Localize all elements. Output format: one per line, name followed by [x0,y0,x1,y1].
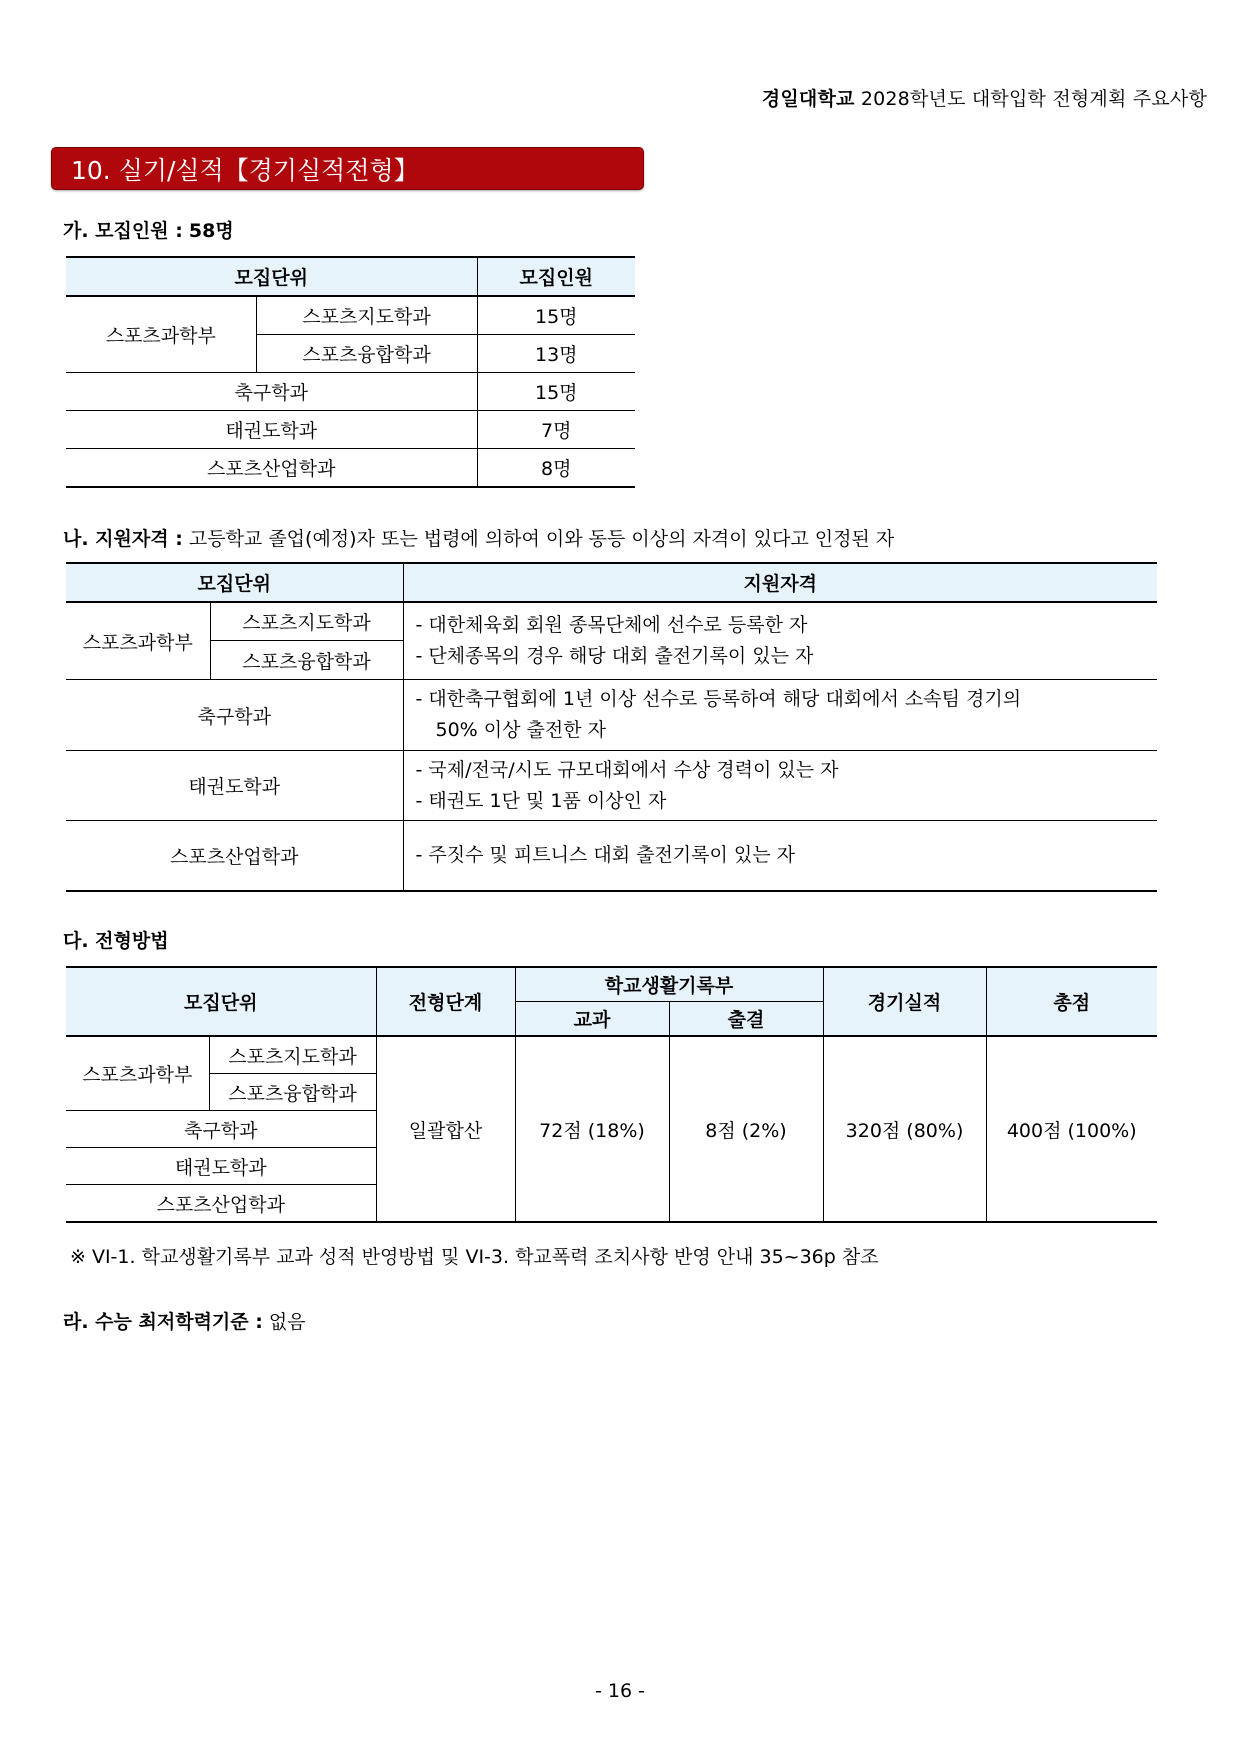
section-title-bar [51,147,644,190]
quota-unit: 태권도학과 [66,411,477,449]
method-col-attendance: 출결 [669,1002,823,1037]
method-col-performance: 경기실적 [823,967,986,1036]
method-unit: 스포츠지도학과 [209,1036,376,1074]
school-name: 경일대학교 [761,88,855,110]
heading-csat-value: 없음 [268,1311,306,1333]
quota-count: 7명 [477,411,635,449]
req-line: - 태권도 1단 및 1품 이상인 자 [415,789,667,812]
method-subject: 72점 (18%) [515,1036,669,1222]
req-line: - 단체종목의 경우 해당 대회 출전기록이 있는 자 [415,645,814,667]
heading-csat [63,1307,306,1334]
header-text: 2028학년도 대학입학 전형계획 주요사항 [860,88,1207,110]
req-line: - 대한체육회 회원 종목단체에 선수로 등록한 자 [415,614,808,636]
eligibility-unit: 축구학과 [66,680,403,751]
quota-col-unit: 모집단위 [66,257,477,296]
quota-col-count: 모집인원 [477,257,635,296]
quota-table [66,256,635,488]
quota-count: 15명 [477,296,635,335]
req-line: 50% 이상 출전한 자 [435,719,606,741]
section-title: 10. 실기/실적【경기실적전형】 [71,155,419,185]
quota-count: 13명 [477,335,635,373]
req-line: - 대한축구협회에 1년 이상 선수로 등록하여 해당 대회에서 소속팀 경기의 [415,688,1022,710]
eligibility-unit: 스포츠지도학과 [210,602,403,641]
method-col-record: 학교생활기록부 [515,967,823,1002]
quota-count: 8명 [477,449,635,488]
table-row [66,373,635,411]
quota-unit: 스포츠융합학과 [256,335,477,373]
method-stage: 일괄합산 [376,1036,515,1222]
eligibility-group: 스포츠과학부 [66,602,210,680]
table-row [66,751,1157,821]
table-row [66,602,1157,641]
eligibility-unit: 태권도학과 [66,751,403,821]
heading-method [63,926,169,953]
eligibility-unit: 스포츠산업학과 [66,821,403,892]
req-line: - 주짓수 및 피트니스 대회 출전기록이 있는 자 [415,844,796,866]
eligibility-req [403,680,1157,751]
table-row [66,411,635,449]
selection-method-table [66,966,1157,1223]
req-line: - 국제/전국/시도 규모대회에서 수상 경력이 있는 자 [415,758,839,781]
method-unit: 태권도학과 [66,1148,376,1185]
method-unit: 스포츠산업학과 [66,1185,376,1223]
quota-unit: 스포츠산업학과 [66,449,477,488]
heading-quota [63,216,234,243]
table-row [66,821,1157,892]
page-number: - 16 - [595,1680,645,1702]
eligibility-req [403,821,1157,892]
document-header [762,84,1207,111]
method-col-subject: 교과 [515,1002,669,1037]
table-row [66,296,635,335]
quota-count: 15명 [477,373,635,411]
table-row [66,449,635,488]
eligibility-unit: 스포츠융합학과 [210,641,403,680]
heading-quota-label: 가. 모집인원 : [63,220,183,242]
heading-csat-label: 라. 수능 최저학력기준 : [63,1311,263,1333]
quota-unit: 스포츠지도학과 [256,296,477,335]
method-col-total: 총점 [986,967,1157,1036]
eligibility-col-unit: 모집단위 [66,563,403,602]
method-total: 400점 (100%) [986,1036,1157,1222]
quota-unit: 축구학과 [66,373,477,411]
heading-eligibility [63,524,894,551]
table-row [66,680,1157,751]
eligibility-table [66,562,1157,892]
heading-method-label: 다. 전형방법 [63,930,169,952]
method-col-unit: 모집단위 [66,967,376,1036]
eligibility-req [403,751,1157,821]
table-row [66,1036,1157,1074]
method-performance: 320점 (80%) [823,1036,986,1222]
method-group: 스포츠과학부 [66,1036,209,1111]
quota-group: 스포츠과학부 [66,296,256,373]
heading-quota-total: 58명 [188,220,234,242]
eligibility-col-req: 지원자격 [403,563,1157,602]
method-unit: 스포츠융합학과 [209,1074,376,1111]
reference-note: ※ VI-1. 학교생활기록부 교과 성적 반영방법 및 VI-3. 학교폭력 조치사항 반영 안내 35~36p 참조 [70,1246,879,1268]
eligibility-req [403,602,1157,680]
method-col-stage: 전형단계 [376,967,515,1036]
method-unit: 축구학과 [66,1111,376,1148]
heading-eligibility-label: 나. 지원자격 : [63,528,183,550]
heading-eligibility-desc: 고등학교 졸업(예정)자 또는 법령에 의하여 이와 동등 이상의 자격이 있다고 인정된 자 [188,528,895,550]
method-attendance: 8점 (2%) [669,1036,823,1222]
